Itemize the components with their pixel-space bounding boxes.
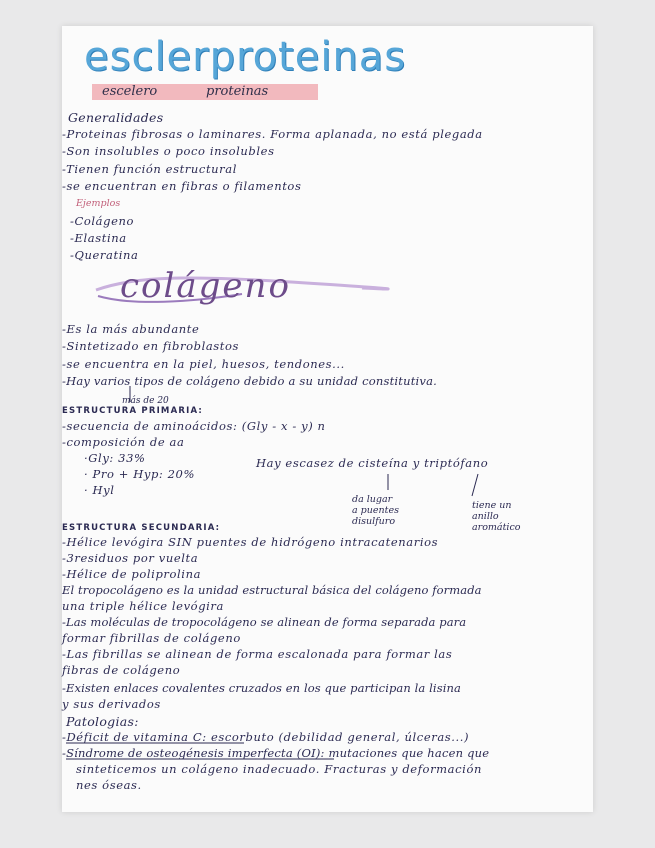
patologias-line-2: -Síndrome de osteogénesis imperfecta (OI): mutaciones que hacen que <box>62 746 490 760</box>
secundaria-line-3: -Hélice de poliprolina <box>62 567 202 581</box>
patologias-line-4: nes óseas. <box>76 778 142 792</box>
cisteina-note-3: disulfuro <box>352 516 396 527</box>
cisteina-note-1: da lugar <box>352 494 393 505</box>
ejemplo-2: -Elastina <box>70 231 127 245</box>
composition-gly: ·Gly: 33% <box>84 451 146 465</box>
secundaria-line-2: -3residuos por vuelta <box>62 551 199 565</box>
generalidades-line-4: -se encuentran en fibras o filamentos <box>62 179 302 193</box>
composition-hyl: · Hyl <box>84 483 115 497</box>
secundaria-line-9: fibras de colágeno <box>62 663 181 677</box>
generalidades-line-3: -Tienen función estructural <box>62 162 238 176</box>
cisteina-note-2: a puentes <box>352 505 399 516</box>
generalidades-heading: Generalidades <box>68 110 164 125</box>
generalidades-line-1: -Proteinas fibrosas o laminares. Forma aplanada, no está plegada <box>62 127 483 141</box>
triptofano-note-1: tiene un <box>472 500 512 511</box>
secundaria-line-7: formar fibrillas de colágeno <box>62 631 241 645</box>
triptofano-note-2: anillo <box>472 511 499 522</box>
colageno-line-3: -se encuentra en la piel, huesos, tendones... <box>62 357 345 371</box>
secundaria-line-10: -Existen enlaces covalentes cruzados en los que participan la lisina <box>62 681 461 695</box>
generalidades-line-2: -Son insolubles o poco insolubles <box>62 144 275 158</box>
colageno-line-4: -Hay varios tipos de colágeno debido a su unidad constitutiva. <box>62 374 438 388</box>
primaria-line-1: -secuencia de aminoácidos: (Gly - x - y) n <box>62 419 326 433</box>
colageno-line-2: -Sintetizado en fibroblastos <box>62 339 240 353</box>
ejemplo-3: -Queratina <box>70 248 139 262</box>
patologias-line-1: -Déficit de vitamina C: escorbuto (debilidad general, úlceras...) <box>62 730 470 744</box>
subtitle-part-1: escelero <box>92 84 198 100</box>
secundaria-line-1: -Hélice levógira SIN puentes de hidrógeno intracatenarios <box>62 535 439 549</box>
secundaria-line-5: una triple hélice levógira <box>62 599 224 613</box>
patologias-line-3: sinteticemos un colágeno inadecuado. Fracturas y deformación <box>76 762 482 776</box>
subtitle-part-2: proteinas <box>196 84 318 100</box>
triptofano-note-3: aromático <box>472 522 521 533</box>
ejemplo-1: -Colágeno <box>70 214 135 228</box>
primaria-line-2: -composición de aa <box>62 435 185 449</box>
colageno-title: colágeno <box>120 266 291 306</box>
composition-pro-hyp: · Pro + Hyp: 20% <box>84 467 195 481</box>
secundaria-line-4: El tropocolágeno es la unidad estructural básica del colágeno formada <box>62 583 482 597</box>
secundaria-heading: ESTRUCTURA SECUNDARIA: <box>62 523 221 533</box>
note-mas-de-20: más de 20 <box>122 396 169 406</box>
ejemplos-label: Ejemplos <box>76 198 121 209</box>
escasez-note: Hay escasez de cisteína y triptófano <box>256 456 489 470</box>
page-title: esclerproteinas <box>84 34 407 80</box>
notebook-page <box>62 26 593 812</box>
colageno-line-1: -Es la más abundante <box>62 322 200 336</box>
primaria-heading: ESTRUCTURA PRIMARIA: <box>62 406 204 416</box>
secundaria-line-8: -Las fibrillas se alinean de forma escalonada para formar las <box>62 647 453 661</box>
patologias-heading: Patologias: <box>66 714 139 729</box>
secundaria-line-6: -Las moléculas de tropocolágeno se alinean de forma separada para <box>62 615 467 629</box>
secundaria-line-11: y sus derivados <box>62 697 161 711</box>
